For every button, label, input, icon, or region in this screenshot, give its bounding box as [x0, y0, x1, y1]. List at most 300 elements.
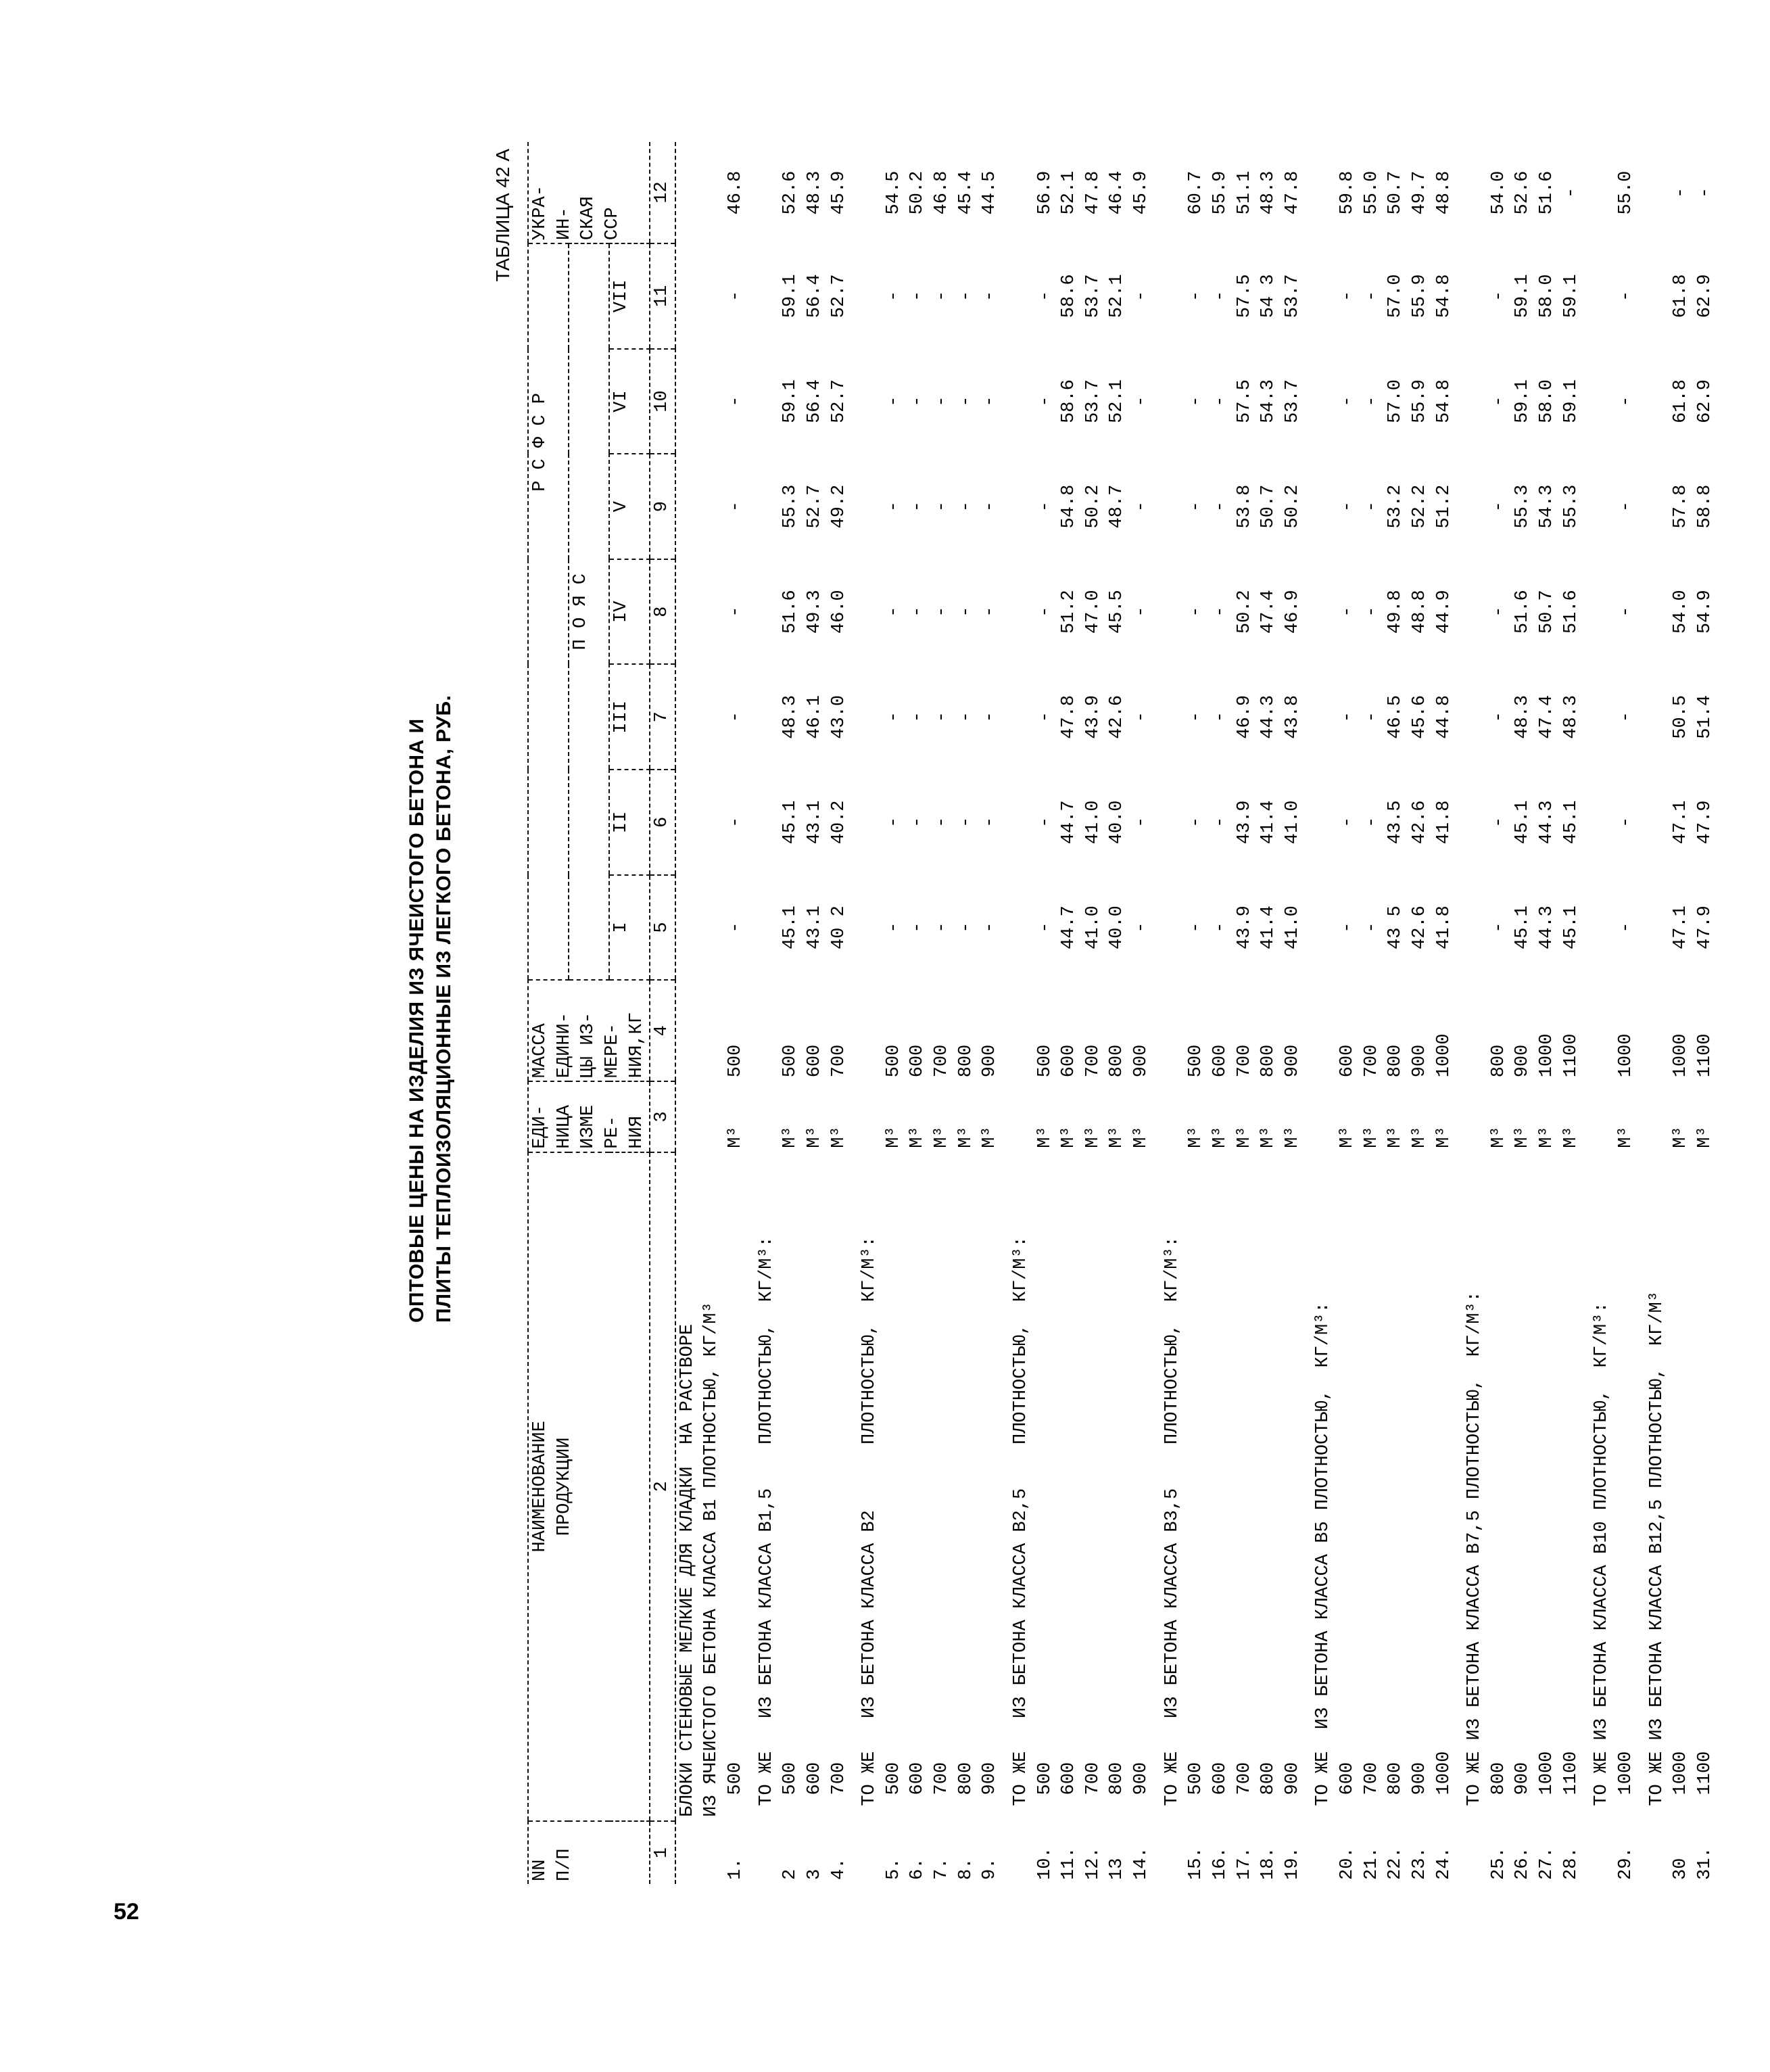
product-name-cell: 900	[1512, 1762, 1533, 1817]
column-number-3: 3	[650, 1081, 675, 1152]
price-cell: -	[1186, 396, 1207, 407]
price-cell: -	[883, 816, 904, 828]
price-cell: 43.9	[1234, 905, 1255, 949]
price-cell: 57.5	[1234, 379, 1255, 423]
row-number-cell: 3	[804, 1868, 825, 1880]
table-label: ТАБЛИЦА 42 А	[492, 149, 513, 282]
price-cell: -	[1131, 606, 1151, 617]
product-name-cell: 700	[1361, 1762, 1382, 1817]
price-cell: 42.6	[1409, 800, 1430, 845]
unit-cell: М³	[1034, 1126, 1055, 1148]
row-number-cell	[1305, 1821, 1336, 1884]
mass-cell: 900	[1512, 1044, 1533, 1078]
price-cell: 46.1	[804, 694, 825, 739]
mass-cell: 600	[1337, 1044, 1358, 1078]
product-name-cell: 600	[1210, 1762, 1230, 1817]
product-name-cell: 800	[955, 1762, 976, 1817]
price-cell: -	[1034, 290, 1055, 302]
price-cell: -	[1615, 290, 1636, 302]
price-cell	[748, 349, 780, 454]
price-cell: 45.4	[955, 170, 976, 215]
price-cell: 41.0	[1282, 905, 1303, 949]
price-cell: 51.2	[1433, 484, 1454, 529]
price-cell: -	[1337, 290, 1358, 302]
product-name-cell: 1100	[1560, 1751, 1581, 1817]
price-cell: -	[907, 396, 928, 407]
mass-cell: 900	[1282, 1044, 1303, 1078]
row-number-cell: 15.	[1186, 1847, 1207, 1880]
mass-cell: 1000	[1537, 1033, 1557, 1078]
mass-cell: 500	[1034, 1044, 1055, 1078]
price-cell: 59.1	[1560, 379, 1581, 423]
price-cell: 46.9	[1234, 694, 1255, 739]
price-cell: 58.6	[1059, 379, 1080, 423]
table-column-numbers	[650, 142, 675, 1884]
price-cell: 40.0	[1107, 800, 1128, 845]
price-cell: -	[725, 606, 746, 617]
price-cell: 44.3	[1258, 694, 1279, 739]
header-nn: NN П/П	[528, 1821, 650, 1884]
unit-cell: М³	[1433, 1126, 1454, 1148]
table-row	[1614, 142, 1639, 1884]
price-cell: -	[932, 816, 952, 828]
unit-cell: М³	[1210, 1126, 1230, 1148]
mass-cell: 800	[1385, 1044, 1406, 1078]
price-cell: -	[1337, 606, 1358, 617]
price-cell	[1456, 142, 1487, 243]
product-name-cell: 500	[883, 1762, 904, 1817]
price-cell: 51.2	[1059, 590, 1080, 634]
price-cell	[748, 454, 780, 559]
unit-cell: М³	[1385, 1126, 1406, 1148]
table-header-row	[528, 142, 569, 1884]
product-name-cell: ТО ЖЕ ИЗ БЕТОНА КЛАССА В1,5 ПЛОТНОСТЬЮ, КГ/М³:	[756, 1236, 777, 1817]
price-cell: -	[1034, 816, 1055, 828]
price-cell: 44.3	[1537, 800, 1557, 845]
table-row	[1384, 142, 1408, 1884]
product-name-cell: БЛОКИ СТЕНОВЫЕ МЕЛКИЕ ДЛЯ КЛАДКИ НА РАСТВОРЕ	[677, 1323, 698, 1817]
product-name-cell: ТО ЖЕ ИЗ БЕТОНА КЛАССА В7,5 ПЛОТНОСТЬЮ, КГ/М³:	[1464, 1291, 1485, 1817]
unit-cell: М³	[1671, 1126, 1692, 1148]
price-cell: 59.1	[780, 379, 801, 423]
mass-cell	[1639, 980, 1670, 1081]
row-number-cell: 27.	[1537, 1847, 1557, 1880]
price-cell: 56.9	[1034, 170, 1055, 215]
price-cell: 46.8	[725, 170, 746, 215]
header-zone-3: III	[609, 665, 650, 770]
price-cell	[1305, 454, 1336, 559]
price-cell: 55.0	[1361, 170, 1382, 215]
price-cell	[851, 454, 882, 559]
table-row	[1639, 142, 1670, 1884]
price-cell: -	[1337, 396, 1358, 407]
column-number-4: 4	[650, 980, 675, 1081]
price-cell: 55.0	[1615, 170, 1636, 215]
product-name-cell: 800	[1385, 1762, 1406, 1817]
mass-cell: 500	[725, 1044, 746, 1078]
price-cell	[851, 349, 882, 454]
price-cell: -	[1488, 606, 1509, 617]
price-cell: 41.8	[1433, 800, 1454, 845]
table-row	[1669, 142, 1694, 1884]
mass-cell: 500	[1186, 1044, 1207, 1078]
row-number-cell	[1639, 1821, 1670, 1884]
price-cell: 45.1	[780, 800, 801, 845]
price-cell: 41.4	[1258, 905, 1279, 949]
row-number-cell: 8.	[955, 1858, 976, 1880]
price-cell: 45.1	[1512, 800, 1533, 845]
price-cell: -	[1361, 290, 1382, 302]
price-cell	[1583, 875, 1614, 981]
price-cell: 46.4	[1107, 170, 1128, 215]
table-row	[1034, 142, 1058, 1884]
price-cell: 46.9	[1282, 590, 1303, 634]
column-number-2: 2	[650, 1152, 675, 1821]
price-cell: 57.0	[1385, 274, 1406, 319]
mass-cell: 500	[780, 1044, 801, 1078]
price-cell: 45.9	[828, 170, 849, 215]
price-cell: 56.4	[804, 274, 825, 319]
price-cell: 54.8	[1059, 484, 1080, 529]
price-cell: 43.1	[804, 800, 825, 845]
price-cell: -	[980, 500, 1001, 513]
price-cell: 54.9	[1694, 590, 1715, 634]
mass-cell	[1003, 980, 1034, 1081]
product-name-cell: 800	[1258, 1762, 1279, 1817]
price-cell: 51.6	[1537, 170, 1557, 215]
unit-cell: М³	[804, 1126, 825, 1148]
price-cell	[675, 770, 700, 875]
mass-cell	[1456, 980, 1487, 1081]
table-row	[700, 142, 724, 1884]
price-cell	[1154, 349, 1185, 454]
header-zone-6: VI	[609, 349, 650, 454]
price-cell: -	[932, 711, 952, 723]
price-cell	[1305, 770, 1336, 875]
price-cell: 58.0	[1537, 274, 1557, 319]
price-cell: 48.3	[1560, 694, 1581, 739]
price-cell: -	[1131, 290, 1151, 302]
price-cell	[1639, 243, 1670, 349]
price-cell: 43.5	[1385, 800, 1406, 845]
price-cell: -	[1337, 816, 1358, 828]
price-cell: 57.0	[1385, 379, 1406, 423]
page-number: 52	[114, 1899, 139, 1925]
price-cell: -	[1210, 290, 1230, 302]
price-cell: -	[1186, 816, 1207, 828]
price-cell: -	[1210, 711, 1230, 723]
mass-cell: 700	[932, 1044, 952, 1078]
unit-cell	[851, 1081, 882, 1152]
price-cell	[1305, 665, 1336, 770]
price-cell: -	[1615, 711, 1636, 723]
page-title-line-1: ОПТОВЫЕ ЦЕНЫ НА ИЗДЕЛИЯ ИЗ ЯЧЕИСТОГО БЕТОНА И	[406, 718, 428, 1323]
price-cell: 42.6	[1409, 905, 1430, 949]
price-cell: 44.9	[1433, 590, 1454, 634]
price-cell: 53.2	[1385, 484, 1406, 529]
price-cell	[851, 770, 882, 875]
price-cell: 53.7	[1082, 274, 1103, 319]
price-cell: 54.0	[1671, 590, 1692, 634]
price-cell	[851, 243, 882, 349]
column-number-8: 8	[650, 559, 675, 665]
table-row	[1336, 142, 1360, 1884]
price-cell: -	[1337, 711, 1358, 723]
price-cell	[748, 559, 780, 665]
price-cell	[700, 142, 724, 243]
price-cell	[675, 665, 700, 770]
price-cell: 41.0	[1082, 905, 1103, 949]
price-cell: 55.3	[1560, 484, 1581, 529]
price-cell: 46.8	[932, 170, 952, 215]
price-cell: 55.3	[1512, 484, 1533, 529]
price-cell: -	[980, 396, 1001, 407]
product-name-cell: 700	[828, 1762, 849, 1817]
price-cell: -	[1186, 711, 1207, 723]
row-number-cell: 18.	[1258, 1847, 1279, 1880]
price-cell: 60.7	[1186, 170, 1207, 215]
price-cell: 52.6	[780, 170, 801, 215]
price-cell: 59.1	[780, 274, 801, 319]
column-number-6: 6	[650, 770, 675, 875]
unit-cell	[748, 1081, 780, 1152]
price-cell: -	[1488, 922, 1509, 933]
product-name-cell: 700	[1082, 1762, 1103, 1817]
price-cell	[1639, 142, 1670, 243]
price-cell: 48.3	[1512, 694, 1533, 739]
row-number-cell: 13	[1107, 1858, 1128, 1880]
unit-cell	[1639, 1081, 1670, 1152]
price-cell	[1003, 875, 1034, 981]
price-cell: -	[1361, 396, 1382, 407]
price-cell: 59.1	[1512, 379, 1533, 423]
price-table	[527, 142, 1717, 1884]
price-cell	[1003, 770, 1034, 875]
price-cell	[1003, 142, 1034, 243]
table-row	[1154, 142, 1185, 1884]
price-cell: -	[955, 711, 976, 723]
unit-cell: М³	[1615, 1126, 1636, 1148]
price-cell: -	[1488, 290, 1509, 302]
price-cell	[748, 875, 780, 981]
unit-cell: М³	[1560, 1126, 1581, 1148]
unit-cell	[1583, 1081, 1614, 1152]
price-cell	[1305, 243, 1336, 349]
mass-cell: 600	[1210, 1044, 1230, 1078]
price-cell: 45.1	[1560, 905, 1581, 949]
price-cell: -	[980, 290, 1001, 302]
row-number-cell	[1583, 1821, 1614, 1884]
price-cell: 47.9	[1694, 905, 1715, 949]
price-cell: 52.7	[804, 484, 825, 529]
row-number-cell: 14.	[1131, 1847, 1151, 1880]
price-cell: -	[1361, 500, 1382, 513]
price-cell	[851, 559, 882, 665]
price-cell: -	[980, 606, 1001, 617]
price-cell: 55.9	[1409, 379, 1430, 423]
column-number-12: 12	[650, 142, 675, 243]
price-cell: -	[980, 816, 1001, 828]
row-number-cell: 16.	[1210, 1847, 1230, 1880]
price-cell: -	[1131, 396, 1151, 407]
price-cell	[675, 243, 700, 349]
price-cell	[851, 665, 882, 770]
price-cell: -	[1131, 816, 1151, 828]
price-cell: 50.5	[1671, 694, 1692, 739]
row-number-cell: 30	[1671, 1858, 1692, 1880]
price-cell: -	[883, 290, 904, 302]
table-row	[1257, 142, 1281, 1884]
product-name-cell: 800	[1107, 1762, 1128, 1817]
unit-cell: М³	[1537, 1126, 1557, 1148]
price-cell: 45.9	[1131, 170, 1151, 215]
unit-cell	[1003, 1081, 1034, 1152]
unit-cell: М³	[955, 1126, 976, 1148]
row-number-cell	[851, 1821, 882, 1884]
unit-cell: М³	[1234, 1126, 1255, 1148]
table-row	[906, 142, 930, 1884]
row-number-cell: 17.	[1234, 1847, 1255, 1880]
price-cell: 53.7	[1282, 274, 1303, 319]
row-number-cell: 24.	[1433, 1847, 1454, 1880]
mass-cell: 1000	[1615, 1033, 1636, 1078]
row-number-cell: 9.	[980, 1858, 1001, 1880]
price-cell	[1305, 875, 1336, 981]
price-cell	[1154, 770, 1185, 875]
price-cell: 43.1	[804, 905, 825, 949]
price-cell	[1456, 243, 1487, 349]
row-number-cell: 20.	[1337, 1847, 1358, 1880]
price-cell	[675, 349, 700, 454]
unit-cell	[1305, 1081, 1336, 1152]
price-cell: 47.8	[1282, 170, 1303, 215]
table-row	[1433, 142, 1457, 1884]
mass-cell: 800	[955, 1044, 976, 1078]
price-cell: -	[1488, 500, 1509, 513]
unit-cell: М³	[828, 1126, 849, 1148]
price-cell: -	[1186, 922, 1207, 933]
price-cell	[700, 243, 724, 349]
price-cell: 54.8	[1433, 274, 1454, 319]
row-number-cell	[748, 1821, 780, 1884]
price-cell: -	[955, 816, 976, 828]
row-number-cell: 6.	[907, 1858, 928, 1880]
row-number-cell: 7.	[932, 1858, 952, 1880]
price-cell: -	[725, 711, 746, 723]
price-cell: 48.8	[1409, 590, 1430, 634]
mass-cell: 1000	[1433, 1033, 1454, 1078]
price-cell	[1583, 454, 1614, 559]
price-cell: 47.0	[1082, 590, 1103, 634]
mass-cell: 800	[1258, 1044, 1279, 1078]
product-name-cell: 600	[804, 1762, 825, 1817]
price-cell: 51.1	[1234, 170, 1255, 215]
product-name-cell: 600	[1337, 1762, 1358, 1817]
price-cell: -	[955, 500, 976, 513]
price-cell: 44.5	[980, 170, 1001, 215]
price-cell: 54.5	[883, 170, 904, 215]
price-cell: 52.2	[1409, 484, 1430, 529]
price-cell	[1583, 142, 1614, 243]
unit-cell: М³	[1186, 1126, 1207, 1148]
table-row	[1583, 142, 1614, 1884]
mass-cell: 600	[804, 1044, 825, 1078]
price-cell: 43.9	[1234, 800, 1255, 845]
header-mass: МАССА ЕДИНИ- ЦЫ ИЗ- МЕРЕ- НИЯ,КГ	[528, 980, 650, 1081]
mass-cell	[675, 980, 700, 1081]
header-zone-2: II	[609, 770, 650, 875]
table-row	[882, 142, 907, 1884]
price-cell: 61.8	[1671, 379, 1692, 423]
price-cell: -	[1186, 606, 1207, 617]
row-number-cell: 23.	[1409, 1847, 1430, 1880]
price-cell: -	[1210, 922, 1230, 933]
price-cell: 50.2	[1282, 484, 1303, 529]
mass-cell: 600	[907, 1044, 928, 1078]
unit-cell	[1456, 1081, 1487, 1152]
product-name-cell: ТО ЖЕ ИЗ БЕТОНА КЛАССА В12,5 ПЛОТНОСТЬЮ, КГ/М³	[1646, 1291, 1667, 1817]
price-cell: 54.8	[1433, 379, 1454, 423]
price-cell: -	[955, 922, 976, 933]
price-cell: -	[1694, 187, 1715, 199]
price-cell: 54.0	[1488, 170, 1509, 215]
product-name-cell: 1000	[1615, 1751, 1636, 1817]
mass-cell	[748, 980, 780, 1081]
price-cell: -	[932, 500, 952, 513]
table-row	[978, 142, 1003, 1884]
price-cell: 51.6	[780, 590, 801, 634]
column-number-7: 7	[650, 665, 675, 770]
price-cell	[700, 349, 724, 454]
row-number-cell: 5.	[883, 1858, 904, 1880]
price-cell	[675, 875, 700, 981]
table-row	[955, 142, 979, 1884]
row-number-cell: 22.	[1385, 1847, 1406, 1880]
price-cell: -	[1488, 396, 1509, 407]
price-cell	[1003, 665, 1034, 770]
row-number-cell: 12.	[1082, 1847, 1103, 1880]
price-cell	[700, 665, 724, 770]
price-cell: -	[1361, 922, 1382, 933]
price-cell: 61.8	[1671, 274, 1692, 319]
product-name-cell: ТО ЖЕ ИЗ БЕТОНА КЛАССА В3,5 ПЛОТНОСТЬЮ, КГ/М³:	[1162, 1236, 1182, 1817]
price-cell: 44.7	[1059, 905, 1080, 949]
table-row	[1185, 142, 1209, 1884]
product-name-cell: 1000	[1671, 1751, 1692, 1817]
price-cell: -	[1615, 500, 1636, 513]
price-cell: -	[725, 816, 746, 828]
price-cell: 43.8	[1282, 694, 1303, 739]
price-cell: -	[907, 606, 928, 617]
rotated-page-content	[391, 128, 1770, 1898]
mass-cell: 900	[1409, 1044, 1430, 1078]
price-cell: -	[1210, 500, 1230, 513]
price-cell	[748, 770, 780, 875]
unit-cell: М³	[1131, 1126, 1151, 1148]
product-name-cell: 900	[1282, 1762, 1303, 1817]
price-cell: -	[883, 711, 904, 723]
price-cell: -	[1034, 396, 1055, 407]
row-number-cell: 2	[780, 1868, 801, 1880]
product-name-cell: 800	[1488, 1762, 1509, 1817]
mass-cell	[851, 980, 882, 1081]
price-cell: -	[1186, 500, 1207, 513]
unit-cell	[675, 1081, 700, 1152]
price-cell: -	[1615, 816, 1636, 828]
price-cell: 45.1	[1512, 905, 1533, 949]
price-cell: -	[932, 396, 952, 407]
price-cell: 57.5	[1234, 274, 1255, 319]
